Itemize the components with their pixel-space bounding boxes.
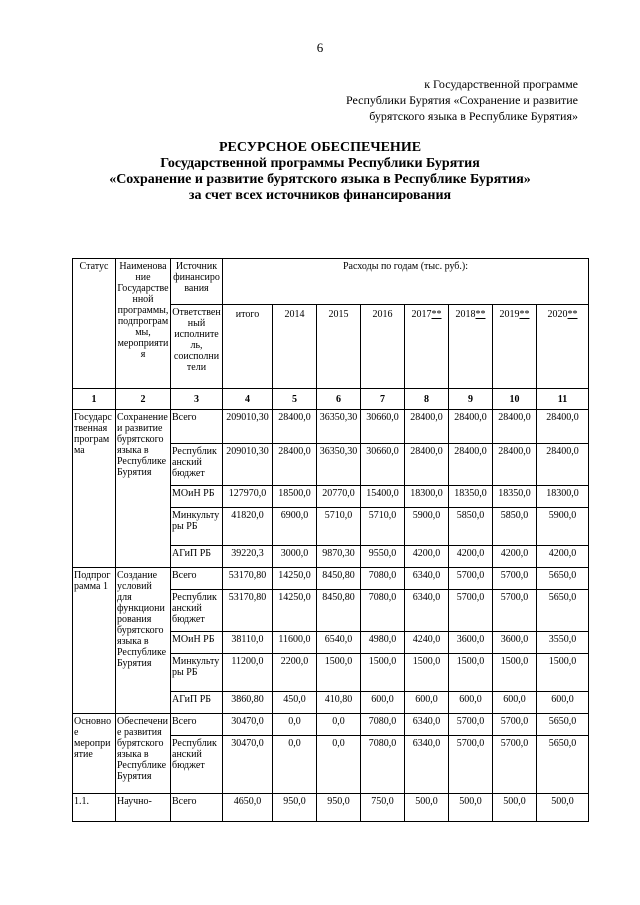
column-number: 10 bbox=[493, 389, 537, 410]
page-number: 6 bbox=[316, 40, 324, 55]
row-value: 0,0 bbox=[273, 736, 317, 794]
column-number: 8 bbox=[405, 389, 449, 410]
row-value: 5850,0 bbox=[449, 508, 493, 546]
row-value: 18350,0 bbox=[449, 486, 493, 508]
column-number: 4 bbox=[223, 389, 273, 410]
row-value: 30660,0 bbox=[361, 444, 405, 486]
row-value: 1500,0 bbox=[317, 654, 361, 692]
column-number: 6 bbox=[317, 389, 361, 410]
resource-table bbox=[72, 258, 589, 822]
title-line: Государственной программы Республики Бурятия bbox=[160, 156, 480, 171]
row-value: 28400,0 bbox=[405, 444, 449, 486]
row-value: 5700,0 bbox=[493, 736, 537, 794]
row-value: 5650,0 bbox=[537, 736, 589, 794]
row-value: 1500,0 bbox=[537, 654, 589, 692]
header-year-2018: 2018** bbox=[449, 305, 493, 389]
row-value: 950,0 bbox=[317, 794, 361, 822]
row-value: 0,0 bbox=[317, 736, 361, 794]
row-source: Минкультуры РБ bbox=[171, 654, 223, 692]
row-value: 950,0 bbox=[273, 794, 317, 822]
column-number: 3 bbox=[171, 389, 223, 410]
title-line: «Сохранение и развитие бурятского языка в Республике Бурятия» bbox=[109, 172, 531, 187]
row-source: Республиканский бюджет bbox=[171, 736, 223, 794]
row-value: 28400,0 bbox=[449, 444, 493, 486]
row-status: Основное мероприятие bbox=[73, 714, 116, 794]
row-value: 15400,0 bbox=[361, 486, 405, 508]
row-value: 28400,0 bbox=[273, 444, 317, 486]
row-value: 600,0 bbox=[405, 692, 449, 714]
row-value: 3860,80 bbox=[223, 692, 273, 714]
column-number: 1 bbox=[73, 389, 116, 410]
row-value: 4200,0 bbox=[449, 546, 493, 568]
table-row bbox=[73, 568, 589, 590]
row-value: 30470,0 bbox=[223, 714, 273, 736]
row-value: 28400,0 bbox=[537, 444, 589, 486]
row-value: 9870,30 bbox=[317, 546, 361, 568]
row-value: 3600,0 bbox=[493, 632, 537, 654]
row-value: 53170,80 bbox=[223, 590, 273, 632]
table-row bbox=[73, 410, 589, 444]
row-value: 6540,0 bbox=[317, 632, 361, 654]
title-line: за счет всех источников финансирования bbox=[188, 188, 452, 203]
row-value: 38110,0 bbox=[223, 632, 273, 654]
row-value: 28400,0 bbox=[273, 410, 317, 444]
document-title bbox=[0, 140, 640, 204]
row-value: 36350,30 bbox=[317, 410, 361, 444]
annex-reference bbox=[346, 76, 578, 124]
row-value: 7080,0 bbox=[361, 714, 405, 736]
row-value: 500,0 bbox=[405, 794, 449, 822]
row-value: 1500,0 bbox=[361, 654, 405, 692]
row-value: 410,80 bbox=[317, 692, 361, 714]
row-value: 18500,0 bbox=[273, 486, 317, 508]
header-year-2014: 2014 bbox=[273, 305, 317, 389]
row-value: 9550,0 bbox=[361, 546, 405, 568]
column-number: 9 bbox=[449, 389, 493, 410]
row-value: 4240,0 bbox=[405, 632, 449, 654]
row-source: МОиН РБ bbox=[171, 632, 223, 654]
row-source: Всего bbox=[171, 714, 223, 736]
row-value: 11200,0 bbox=[223, 654, 273, 692]
column-number: 7 bbox=[361, 389, 405, 410]
row-value: 18300,0 bbox=[537, 486, 589, 508]
row-value: 30660,0 bbox=[361, 410, 405, 444]
row-value: 6340,0 bbox=[405, 714, 449, 736]
row-value: 600,0 bbox=[361, 692, 405, 714]
row-value: 30470,0 bbox=[223, 736, 273, 794]
row-value: 2200,0 bbox=[273, 654, 317, 692]
row-value: 5650,0 bbox=[537, 590, 589, 632]
row-value: 6900,0 bbox=[273, 508, 317, 546]
row-value: 14250,0 bbox=[273, 590, 317, 632]
row-source: Всего bbox=[171, 410, 223, 444]
row-source: АГиП РБ bbox=[171, 692, 223, 714]
row-name: Сохранение и развитие бурятского языка в Республике Бурятия bbox=[116, 410, 171, 568]
row-value: 5850,0 bbox=[493, 508, 537, 546]
row-value: 1500,0 bbox=[405, 654, 449, 692]
row-value: 20770,0 bbox=[317, 486, 361, 508]
row-value: 5700,0 bbox=[493, 714, 537, 736]
header-name: Наименование Государственной программы, подпрограммы, мероприятия bbox=[116, 259, 171, 389]
row-value: 36350,30 bbox=[317, 444, 361, 486]
row-value: 8450,80 bbox=[317, 568, 361, 590]
row-value: 209010,30 bbox=[223, 410, 273, 444]
row-value: 500,0 bbox=[537, 794, 589, 822]
row-value: 209010,30 bbox=[223, 444, 273, 486]
row-value: 5700,0 bbox=[493, 568, 537, 590]
row-value: 600,0 bbox=[537, 692, 589, 714]
row-value: 7080,0 bbox=[361, 568, 405, 590]
row-value: 500,0 bbox=[449, 794, 493, 822]
row-value: 8450,80 bbox=[317, 590, 361, 632]
row-source: Всего bbox=[171, 568, 223, 590]
header-year-2017: 2017** bbox=[405, 305, 449, 389]
header-expenses: Расходы по годам (тыс. руб.): bbox=[223, 259, 589, 305]
row-value: 4980,0 bbox=[361, 632, 405, 654]
table-row bbox=[73, 794, 589, 822]
row-name: Научно- bbox=[116, 794, 171, 822]
annex-line: к Государственной программе bbox=[424, 77, 578, 91]
column-number: 11 bbox=[537, 389, 589, 410]
header-year-2016: 2016 bbox=[361, 305, 405, 389]
row-value: 4200,0 bbox=[537, 546, 589, 568]
header-source: Источник финансирования bbox=[171, 259, 223, 305]
row-value: 5700,0 bbox=[449, 736, 493, 794]
annex-line: Республики Бурятия «Сохранение и развитие bbox=[345, 93, 578, 107]
row-value: 5700,0 bbox=[449, 714, 493, 736]
row-value: 3000,0 bbox=[273, 546, 317, 568]
row-value: 28400,0 bbox=[493, 444, 537, 486]
header-responsible: Ответственный исполнитель, соисполнители bbox=[171, 305, 223, 389]
row-value: 5900,0 bbox=[405, 508, 449, 546]
row-value: 4200,0 bbox=[405, 546, 449, 568]
row-value: 11600,0 bbox=[273, 632, 317, 654]
table-row bbox=[73, 714, 589, 736]
row-source: Всего bbox=[171, 794, 223, 822]
row-value: 5700,0 bbox=[493, 590, 537, 632]
row-value: 3550,0 bbox=[537, 632, 589, 654]
row-value: 1500,0 bbox=[493, 654, 537, 692]
row-value: 0,0 bbox=[317, 714, 361, 736]
row-value: 450,0 bbox=[273, 692, 317, 714]
header-total: итого bbox=[223, 305, 273, 389]
column-number: 2 bbox=[116, 389, 171, 410]
row-value: 18350,0 bbox=[493, 486, 537, 508]
row-value: 7080,0 bbox=[361, 590, 405, 632]
row-value: 500,0 bbox=[493, 794, 537, 822]
row-value: 5650,0 bbox=[537, 568, 589, 590]
row-status: Подпрограмма 1 bbox=[73, 568, 116, 714]
row-status: 1.1. bbox=[73, 794, 116, 822]
row-source: МОиН РБ bbox=[171, 486, 223, 508]
row-value: 6340,0 bbox=[405, 736, 449, 794]
row-value: 5900,0 bbox=[537, 508, 589, 546]
row-value: 14250,0 bbox=[273, 568, 317, 590]
row-value: 600,0 bbox=[449, 692, 493, 714]
row-value: 5710,0 bbox=[317, 508, 361, 546]
row-value: 4650,0 bbox=[223, 794, 273, 822]
header-year-2019: 2019** bbox=[493, 305, 537, 389]
row-value: 28400,0 bbox=[449, 410, 493, 444]
row-source: АГиП РБ bbox=[171, 546, 223, 568]
title-line: РЕСУРСНОЕ ОБЕСПЕЧЕНИЕ bbox=[218, 140, 422, 155]
row-value: 53170,80 bbox=[223, 568, 273, 590]
row-value: 6340,0 bbox=[405, 590, 449, 632]
row-value: 18300,0 bbox=[405, 486, 449, 508]
row-status: Государственная программа bbox=[73, 410, 116, 568]
row-value: 600,0 bbox=[493, 692, 537, 714]
header-year-2015: 2015 bbox=[317, 305, 361, 389]
row-value: 28400,0 bbox=[537, 410, 589, 444]
annex-line: бурятского языка в Республике Бурятия» bbox=[369, 109, 578, 123]
row-value: 41820,0 bbox=[223, 508, 273, 546]
row-value: 1500,0 bbox=[449, 654, 493, 692]
row-value: 5710,0 bbox=[361, 508, 405, 546]
row-value: 5700,0 bbox=[449, 568, 493, 590]
row-value: 3600,0 bbox=[449, 632, 493, 654]
row-source: Республиканский бюджет bbox=[171, 590, 223, 632]
row-value: 750,0 bbox=[361, 794, 405, 822]
row-value: 0,0 bbox=[273, 714, 317, 736]
column-number: 5 bbox=[273, 389, 317, 410]
row-value: 7080,0 bbox=[361, 736, 405, 794]
row-name: Создание условий для функционирования бурятского языка в Республике Бурятия bbox=[116, 568, 171, 714]
header-year-2020: 2020** bbox=[537, 305, 589, 389]
row-value: 28400,0 bbox=[493, 410, 537, 444]
row-value: 39220,3 bbox=[223, 546, 273, 568]
row-name: Обеспечение развития бурятского языка в Республике Бурятия bbox=[116, 714, 171, 794]
row-value: 6340,0 bbox=[405, 568, 449, 590]
row-value: 5700,0 bbox=[449, 590, 493, 632]
row-value: 127970,0 bbox=[223, 486, 273, 508]
row-value: 4200,0 bbox=[493, 546, 537, 568]
row-value: 28400,0 bbox=[405, 410, 449, 444]
row-source: Республиканский бюджет bbox=[171, 444, 223, 486]
row-source: Минкультуры РБ bbox=[171, 508, 223, 546]
header-status: Статус bbox=[73, 259, 116, 389]
row-value: 5650,0 bbox=[537, 714, 589, 736]
